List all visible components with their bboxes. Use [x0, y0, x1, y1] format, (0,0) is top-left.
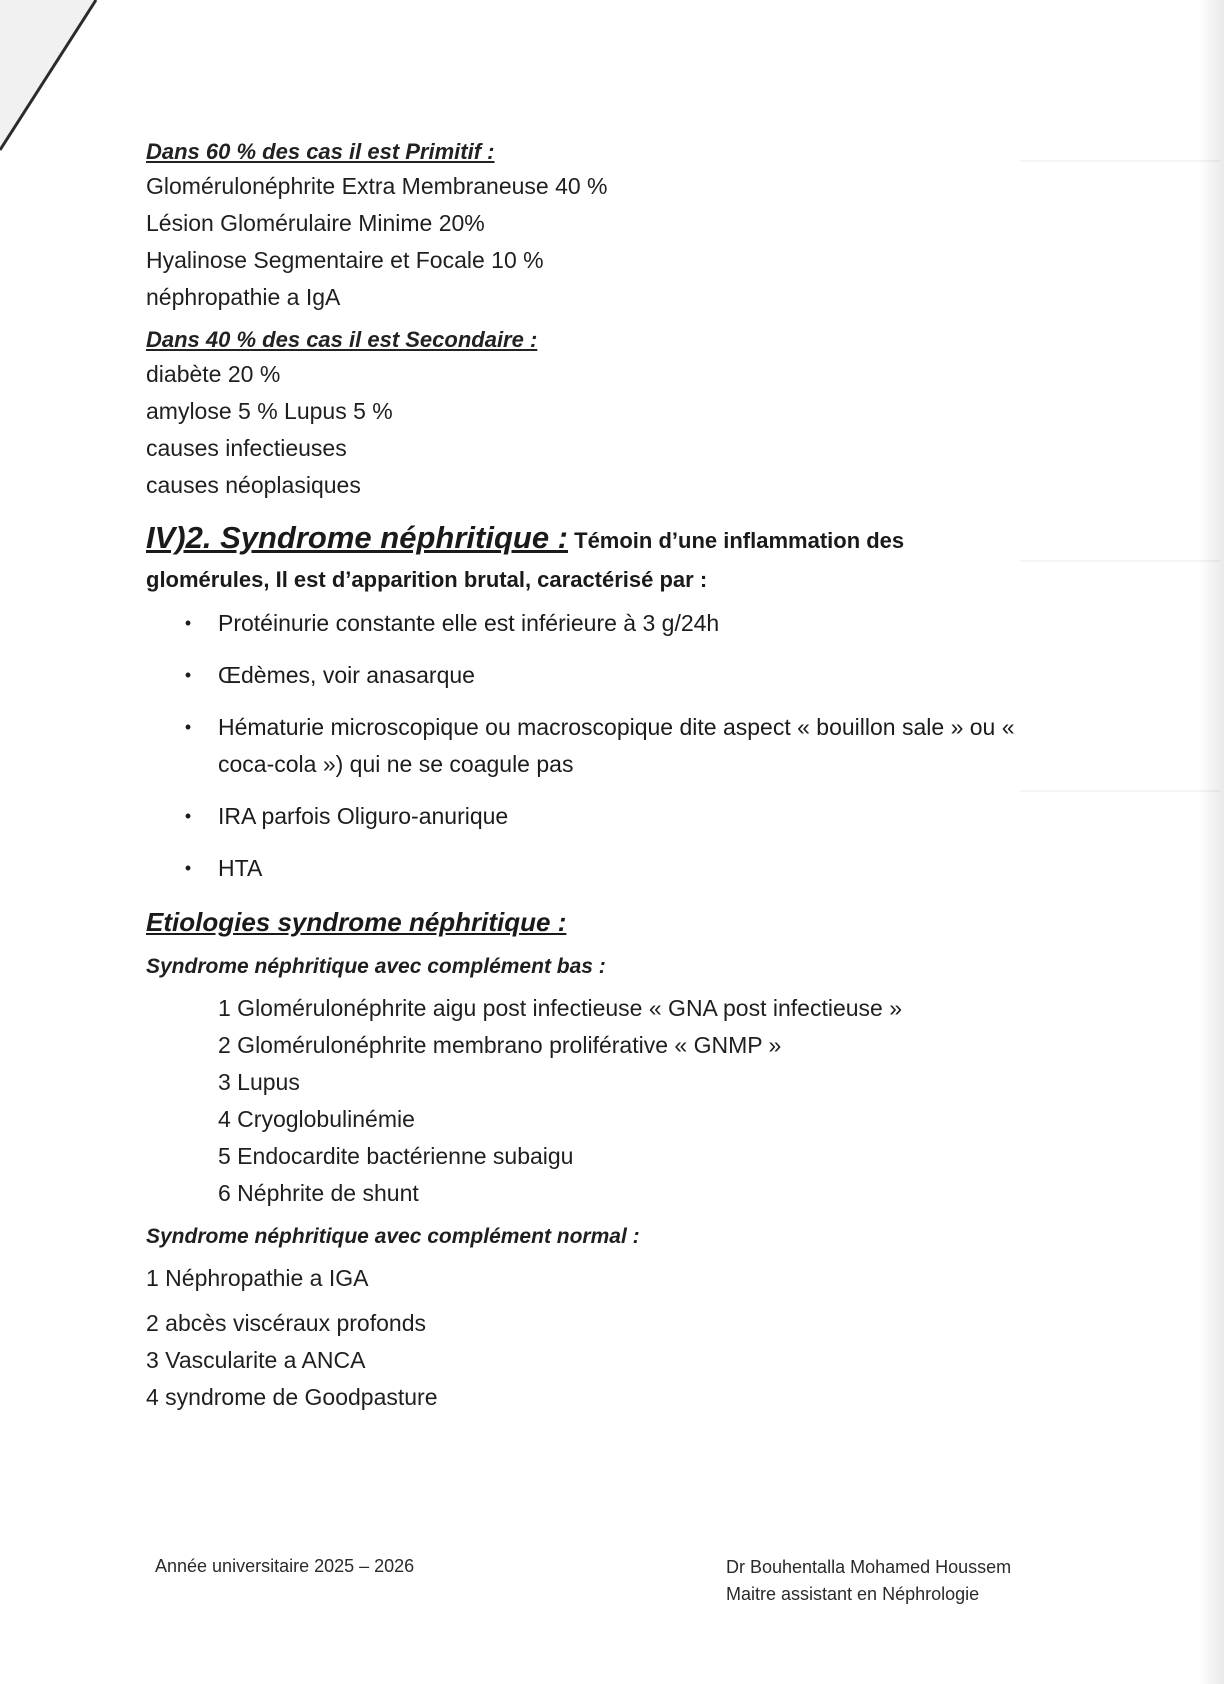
scan-edge-shadow: [1198, 0, 1224, 1684]
nephritique-description-end: glomérules, Il est d’apparition brutal, caractérisé par :: [146, 567, 708, 592]
bullet-item: • Œdèmes, voir anasarque: [178, 657, 1076, 694]
complement-bas-item: 4 Cryoglobulinémie: [218, 1106, 415, 1132]
footer-author-block: [726, 1554, 1011, 1608]
primitif-item: Hyalinose Segmentaire et Focale 10 %: [146, 247, 544, 273]
complement-bas-list: [146, 990, 1076, 1212]
secondaire-item: amylose 5 % Lupus 5 %: [146, 398, 393, 424]
bullet-item: • Protéinurie constante elle est inférieure à 3 g/24h: [178, 605, 1076, 642]
complement-bas-item: 5 Endocardite bactérienne subaigu: [218, 1143, 574, 1169]
bullet-dot-icon: •: [184, 665, 192, 685]
page-content: [146, 136, 1076, 1416]
primitif-item: néphropathie a IgA: [146, 284, 341, 310]
footer-author-name: Dr Bouhentalla Mohamed Houssem: [726, 1557, 1012, 1577]
bullet-item: • HTA: [178, 850, 1076, 887]
complement-bas-title: Syndrome néphritique avec complément bas :: [146, 955, 606, 978]
complement-normal-item: 3 Vascularite a ANCA: [146, 1347, 366, 1373]
complement-normal-item: 1 Néphropathie a IGA: [146, 1265, 369, 1291]
footer-author-role: Maitre assistant en Néphrologie: [726, 1584, 980, 1604]
bullet-dot-icon: •: [184, 858, 192, 878]
primitif-item: Glomérulonéphrite Extra Membraneuse 40 %: [146, 173, 608, 199]
secondaire-title: Dans 40 % des cas il est Secondaire :: [146, 327, 538, 352]
complement-normal-item: 4 syndrome de Goodpasture: [146, 1384, 438, 1410]
secondaire-item: diabète 20 %: [146, 361, 281, 387]
complement-bas-item: 2 Glomérulonéphrite membrano proliférative « GNMP »: [218, 1032, 782, 1058]
complement-bas-item: 3 Lupus: [218, 1069, 300, 1095]
bullet-item: • Hématurie microscopique ou macroscopique dite aspect « bouillon sale » ou « coca-cola ») qui ne se coagule pas: [178, 709, 1076, 783]
complement-normal-item: 2 abcès viscéraux profonds: [146, 1310, 426, 1336]
footer-academic-year: Année universitaire 2025 – 2026: [155, 1556, 415, 1576]
primitif-item: Lésion Glomérulaire Minime 20%: [146, 210, 485, 236]
secondaire-item: causes infectieuses: [146, 435, 347, 461]
nephritique-bullet-list: [146, 605, 1076, 887]
nephritique-heading-block: [146, 518, 1076, 599]
etiologies-title: Etiologies syndrome néphritique :: [146, 907, 567, 937]
complement-normal-title: Syndrome néphritique avec complément normal :: [146, 1225, 640, 1248]
nephritique-heading: IV)2. Syndrome néphritique :: [146, 520, 568, 555]
bullet-dot-icon: •: [184, 806, 192, 826]
complement-bas-item: 6 Néphrite de shunt: [218, 1180, 419, 1206]
secondaire-item: causes néoplasiques: [146, 472, 361, 498]
bullet-dot-icon: •: [184, 613, 192, 633]
primitif-title: Dans 60 % des cas il est Primitif :: [146, 139, 495, 164]
bullet-dot-icon: •: [184, 717, 192, 737]
bullet-item: • IRA parfois Oliguro-anurique: [178, 798, 1076, 835]
complement-bas-item: 1 Glomérulonéphrite aigu post infectieuse « GNA post infectieuse »: [218, 995, 903, 1021]
folded-corner-mark: [0, 0, 110, 160]
nephritique-description-start: Témoin d’une inflammation des: [574, 528, 905, 553]
